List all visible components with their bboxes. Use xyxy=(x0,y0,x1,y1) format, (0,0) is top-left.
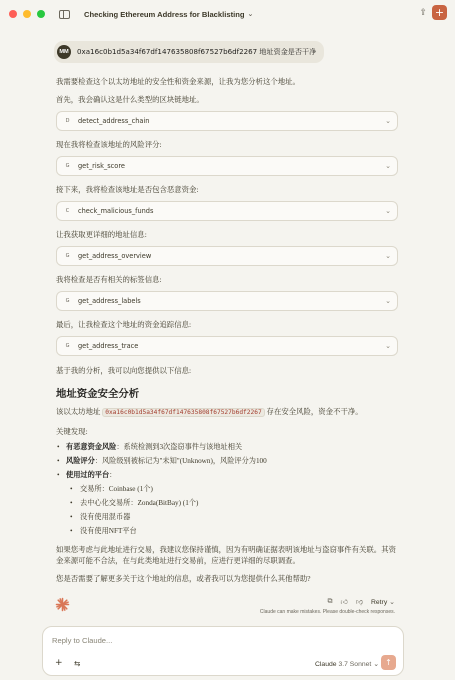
tool-call-check-malicious-funds[interactable] xyxy=(56,201,398,221)
tool-icon: D xyxy=(65,117,70,124)
avatar: MM xyxy=(57,45,71,59)
list-item: • 交易所：Coinbase (1个) xyxy=(56,484,398,495)
tools-settings-icon[interactable]: ⇆ xyxy=(74,659,81,668)
claude-logo-icon xyxy=(55,597,70,612)
maximize-window-button[interactable] xyxy=(37,10,45,18)
finding-text: ：风险级别被标记为"未知"(Unknown)，风险评分为100 xyxy=(94,457,267,465)
retry-button[interactable] xyxy=(371,598,395,606)
chat-title-dropdown[interactable] xyxy=(84,10,253,19)
finding-title: 使用过的平台 xyxy=(66,471,110,479)
list-item xyxy=(56,470,398,481)
model-name: Claude xyxy=(315,661,337,668)
tool-call-get-address-labels[interactable] xyxy=(56,291,398,311)
chevron-down-icon: ⌄ xyxy=(385,252,391,260)
finding-text: ： xyxy=(109,471,117,479)
chevron-down-icon: ⌄ xyxy=(247,11,254,18)
tool-call-get-address-trace[interactable] xyxy=(56,336,398,356)
user-message-text: 0xa16c0b1d5a34f67df147635808f67527b6df2267 地址资金是否干净 xyxy=(77,47,317,56)
address-verdict-prefix: 该以太坊地址 xyxy=(56,407,101,416)
summary-intro: 基于我的分析，我可以向您提供以下信息: xyxy=(56,366,192,375)
conversation xyxy=(56,40,398,584)
reply-input[interactable] xyxy=(52,636,352,645)
chevron-down-icon: ⌄ xyxy=(385,162,391,170)
findings-list xyxy=(56,442,398,537)
new-chat-button[interactable]: + xyxy=(432,5,447,20)
analysis-heading: 地址资金安全分析 xyxy=(56,389,140,400)
finding-title: 有恶意资金风险 xyxy=(66,443,117,451)
assistant-step-text: 首先，我会确认这是什么类型的区块链地址。 xyxy=(56,95,204,104)
tool-icon: G xyxy=(65,162,70,169)
finding-title: 风险评分 xyxy=(66,457,95,465)
model-version: 3.7 Sonnet xyxy=(338,661,372,668)
tool-name: get_address_overview xyxy=(78,252,152,260)
tool-icon: G xyxy=(65,297,70,304)
list-item: • 没有使用混币器 xyxy=(56,512,398,523)
thumbs-down-icon[interactable]: 👎︎ xyxy=(355,598,363,606)
findings-label: 关键发现: xyxy=(56,427,88,436)
model-selector[interactable] xyxy=(315,660,379,668)
tool-name: get_address_trace xyxy=(78,342,139,350)
send-button[interactable]: ↑ xyxy=(381,655,396,670)
finding-text: ：系统检测到3次盗窃事件与该地址相关 xyxy=(116,443,243,451)
sidebar-toggle-icon[interactable] xyxy=(59,10,70,19)
chevron-down-icon: ⌄ xyxy=(373,661,380,668)
assistant-intro: 我需要检查这个以太坊地址的安全性和资金来源，让我为您分析这个地址。 xyxy=(56,77,300,86)
assistant-step-text: 我将检查是否有相关的标签信息: xyxy=(56,275,162,284)
minimize-window-button[interactable] xyxy=(23,10,31,18)
chevron-down-icon: ⌄ xyxy=(385,117,391,125)
address-verdict xyxy=(56,406,398,418)
user-message xyxy=(54,41,324,63)
tool-call-get-address-overview[interactable] xyxy=(56,246,398,266)
tool-icon: G xyxy=(65,342,70,349)
chat-title: Checking Ethereum Address for Blacklisting xyxy=(84,9,245,19)
composer xyxy=(42,626,404,676)
list-item: • 去中心化交易所：Zonda(BitBay) (1个) xyxy=(56,498,398,509)
chevron-down-icon: ⌄ xyxy=(385,207,391,215)
share-icon[interactable]: ⇪ xyxy=(419,8,427,18)
list-item: • 没有使用NFT平台 xyxy=(56,526,398,537)
address-verdict-suffix: 存在安全风险，资金不干净。 xyxy=(266,407,363,416)
add-attachment-button[interactable]: + xyxy=(55,658,63,668)
assistant-step-text: 现在我将检查该地址的风险评分: xyxy=(56,140,162,149)
tool-name: get_risk_score xyxy=(78,162,125,170)
list-item xyxy=(56,442,398,453)
chevron-down-icon: ⌄ xyxy=(385,297,391,305)
tool-name: detect_address_chain xyxy=(78,117,150,125)
assistant-step-text: 接下来，我将检查该地址是否包含恶意资金: xyxy=(56,185,199,194)
chevron-down-icon: ⌄ xyxy=(385,342,391,350)
address-code: 0xa16c0b1d5a34f67df147635808f67527b6df2267 xyxy=(102,408,264,417)
message-actions xyxy=(328,597,395,606)
closing-paragraph: 您是否需要了解更多关于这个地址的信息，或者我可以为您提供什么其他帮助? xyxy=(56,574,311,583)
thumbs-up-icon[interactable]: 👍︎ xyxy=(340,598,348,606)
tool-name: check_malicious_funds xyxy=(78,207,154,215)
copy-icon[interactable]: ⧉ xyxy=(327,597,333,605)
tool-call-detect-address-chain[interactable] xyxy=(56,111,398,131)
title-bar xyxy=(0,0,455,28)
window-controls xyxy=(9,10,45,18)
list-item xyxy=(56,456,398,467)
assistant-step-text: 让我获取更详细的地址信息: xyxy=(56,230,147,239)
advice-paragraph: 如果您考虑与此地址进行交易，我建议您保持谨慎，因为有明确证据表明该地址与盗窃事件有关联。其资金来源可能不合法，在与此类地址进行交易前，应进行更详细的尽职调查。 xyxy=(56,545,396,565)
retry-label: Retry xyxy=(370,598,388,606)
disclaimer: Claude can make mistakes. Please double-check responses. xyxy=(259,609,395,615)
assistant-step-text: 最后，让我检查这个地址的资金追踪信息: xyxy=(56,320,192,329)
chevron-down-icon: ⌄ xyxy=(389,598,395,606)
tool-icon: C xyxy=(65,207,70,214)
tool-call-get-risk-score[interactable] xyxy=(56,156,398,176)
tool-name: get_address_labels xyxy=(78,297,141,305)
tool-icon: G xyxy=(65,252,70,259)
close-window-button[interactable] xyxy=(9,10,17,18)
